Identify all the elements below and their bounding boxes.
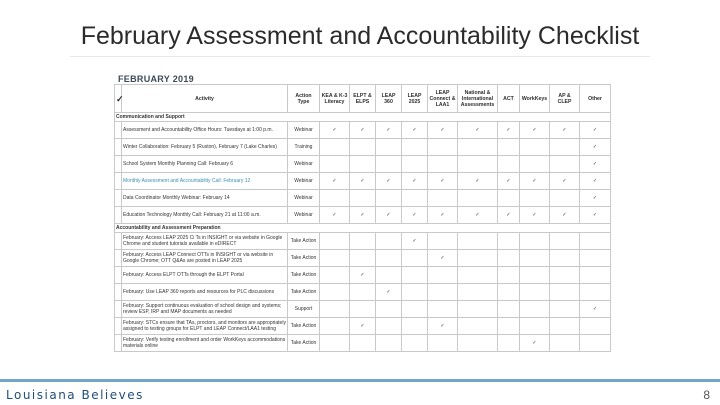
empty-cell: [428, 284, 458, 301]
empty-cell: [550, 156, 580, 173]
checkmark-icon: ✓: [580, 156, 611, 173]
column-header: LEAP 2025: [402, 85, 428, 113]
section-header-row: [115, 224, 611, 233]
empty-cell: [498, 156, 520, 173]
empty-cell: [458, 139, 498, 156]
column-header: National & International Assessments: [458, 85, 498, 113]
empty-cell: [350, 233, 376, 250]
checkmark-icon: ✓: [428, 207, 458, 224]
checkmark-icon: ✓: [580, 301, 611, 318]
table-row: [115, 284, 611, 301]
empty-cell: [550, 233, 580, 250]
checkmark-icon: ✓: [458, 173, 498, 190]
checkmark-icon: ✓: [376, 207, 402, 224]
column-header: Other: [580, 85, 611, 113]
empty-cell: [402, 301, 428, 318]
checkmark-icon: ✓: [402, 207, 428, 224]
empty-cell: [520, 301, 550, 318]
checkmark-icon: ✓: [498, 122, 520, 139]
row-marker-cell: [115, 122, 122, 139]
row-marker-cell: [115, 207, 122, 224]
checkmark-icon: ✓: [320, 207, 350, 224]
section-header-row: [115, 113, 611, 122]
activity-cell: School System Monthly Planning Call: February 6: [122, 156, 288, 173]
column-header: Action Type: [288, 85, 320, 113]
checkmark-icon: ✓: [520, 173, 550, 190]
activity-cell: February: Verify testing enrollment and order WorkKeys accommodations materials online: [122, 335, 288, 352]
column-header: LEAP 360: [376, 85, 402, 113]
empty-cell: [428, 139, 458, 156]
empty-cell: [520, 139, 550, 156]
checkmark-icon: ✓: [428, 318, 458, 335]
empty-cell: [458, 301, 498, 318]
empty-cell: [376, 318, 402, 335]
action-type-cell: Webinar: [288, 156, 320, 173]
activity-cell: February: Access ELPT OTTs through the ELPT Portal: [122, 267, 288, 284]
empty-cell: [376, 301, 402, 318]
empty-cell: [350, 190, 376, 207]
table-header-row: [115, 85, 611, 113]
checkmark-icon: ✓: [520, 335, 550, 352]
activity-cell: Assessment and Accountability Office Hours: Tuesdays at 1:00 p.m.: [122, 122, 288, 139]
empty-cell: [520, 190, 550, 207]
title-divider: [70, 56, 650, 57]
empty-cell: [550, 190, 580, 207]
checkmark-icon: ✓: [580, 139, 611, 156]
empty-cell: [458, 267, 498, 284]
empty-cell: [458, 250, 498, 267]
empty-cell: [402, 284, 428, 301]
empty-cell: [320, 139, 350, 156]
column-header: LEAP Connect & LAA1: [428, 85, 458, 113]
empty-cell: [580, 267, 611, 284]
section-title: Communication and Support: [115, 113, 611, 122]
empty-cell: [520, 267, 550, 284]
action-type-cell: Take Action: [288, 267, 320, 284]
empty-cell: [402, 250, 428, 267]
empty-cell: [498, 318, 520, 335]
empty-cell: [350, 156, 376, 173]
row-marker-cell: [115, 284, 122, 301]
footer-accent-line: [0, 379, 720, 382]
empty-cell: [320, 156, 350, 173]
empty-cell: [550, 267, 580, 284]
checkmark-icon: ✓: [550, 122, 580, 139]
page-number: 8: [703, 388, 710, 402]
activity-cell: Winter Collaboration: February 5 (Ruston), February 7 (Lake Charles): [122, 139, 288, 156]
checkmark-icon: ✓: [320, 173, 350, 190]
empty-cell: [376, 335, 402, 352]
table-row: [115, 207, 611, 224]
row-marker-cell: [115, 233, 122, 250]
empty-cell: [376, 267, 402, 284]
table-row: [115, 233, 611, 250]
empty-cell: [376, 139, 402, 156]
empty-cell: [498, 335, 520, 352]
checkmark-icon: ✓: [350, 207, 376, 224]
table-row: [115, 267, 611, 284]
action-type-cell: Take Action: [288, 335, 320, 352]
row-marker-cell: [115, 190, 122, 207]
activity-cell[interactable]: Monthly Assessment and Accountability Call: February 12: [122, 173, 288, 190]
empty-cell: [428, 233, 458, 250]
checkmark-icon: ✓: [350, 318, 376, 335]
column-header: ACT: [498, 85, 520, 113]
empty-cell: [458, 335, 498, 352]
action-type-cell: Webinar: [288, 190, 320, 207]
action-type-cell: Take Action: [288, 250, 320, 267]
row-marker-cell: [115, 250, 122, 267]
empty-cell: [320, 301, 350, 318]
empty-cell: [550, 335, 580, 352]
empty-cell: [428, 335, 458, 352]
empty-cell: [520, 284, 550, 301]
row-marker-cell: [115, 156, 122, 173]
table-row: [115, 301, 611, 318]
action-type-cell: Take Action: [288, 318, 320, 335]
empty-cell: [458, 156, 498, 173]
empty-cell: [350, 301, 376, 318]
empty-cell: [376, 190, 402, 207]
empty-cell: [402, 267, 428, 284]
empty-cell: [320, 267, 350, 284]
row-marker-cell: [115, 335, 122, 352]
empty-cell: [320, 318, 350, 335]
checklist-document: [112, 72, 612, 382]
row-marker-cell: [115, 173, 122, 190]
empty-cell: [498, 284, 520, 301]
checkmark-icon: ✓: [550, 207, 580, 224]
table-row: [115, 250, 611, 267]
row-marker-cell: [115, 139, 122, 156]
row-marker-cell: [115, 267, 122, 284]
empty-cell: [402, 318, 428, 335]
empty-cell: [458, 318, 498, 335]
empty-cell: [498, 301, 520, 318]
column-header: WorkKeys: [520, 85, 550, 113]
empty-cell: [498, 233, 520, 250]
table-row: [115, 190, 611, 207]
empty-cell: [580, 233, 611, 250]
checkmark-icon: ✓: [428, 122, 458, 139]
empty-cell: [520, 156, 550, 173]
row-marker-cell: [115, 301, 122, 318]
checkmark-icon: ✓: [376, 284, 402, 301]
empty-cell: [520, 233, 550, 250]
table-row: [115, 122, 611, 139]
empty-cell: [498, 190, 520, 207]
column-header: Activity: [122, 85, 288, 113]
checkmark-icon: ✓: [498, 173, 520, 190]
checkmark-icon: ✓: [458, 122, 498, 139]
checkmark-icon: ✓: [580, 173, 611, 190]
empty-cell: [350, 284, 376, 301]
checkmark-icon: ✓: [376, 173, 402, 190]
table-row: [115, 335, 611, 352]
action-type-cell: Take Action: [288, 284, 320, 301]
empty-cell: [376, 250, 402, 267]
activity-cell: February: Use LEAP 360 reports and resources for PLC discussions: [122, 284, 288, 301]
checkmark-icon: ✓: [376, 122, 402, 139]
checkmark-icon: ✓: [402, 233, 428, 250]
empty-cell: [550, 284, 580, 301]
empty-cell: [550, 250, 580, 267]
empty-cell: [580, 318, 611, 335]
column-header: ELPT & ELPS: [350, 85, 376, 113]
empty-cell: [428, 190, 458, 207]
empty-cell: [550, 301, 580, 318]
checkmark-icon: ✓: [402, 173, 428, 190]
empty-cell: [520, 250, 550, 267]
empty-cell: [376, 156, 402, 173]
activity-cell: Education Technology Monthly Call: February 21 at 11:00 a.m.: [122, 207, 288, 224]
action-type-cell: Webinar: [288, 173, 320, 190]
table-row: [115, 173, 611, 190]
checkmark-icon: ✓: [320, 122, 350, 139]
empty-cell: [320, 233, 350, 250]
empty-cell: [580, 284, 611, 301]
checkmark-icon: ✓: [580, 190, 611, 207]
activity-cell: Data Coordinator Monthly Webinar: February 14: [122, 190, 288, 207]
checkmark-icon: ✓: [428, 250, 458, 267]
empty-cell: [520, 318, 550, 335]
empty-cell: [428, 267, 458, 284]
table-row: [115, 139, 611, 156]
empty-cell: [350, 250, 376, 267]
empty-cell: [580, 250, 611, 267]
action-type-cell: Webinar: [288, 122, 320, 139]
empty-cell: [428, 301, 458, 318]
empty-cell: [402, 139, 428, 156]
activity-cell: February: Access LEAP 2025 Ci Ts in INSIGHT or via website in Google Chrome and student tutorials available in eDIRECT: [122, 233, 288, 250]
checklist-table: [114, 84, 611, 352]
empty-cell: [320, 335, 350, 352]
empty-cell: [458, 284, 498, 301]
empty-cell: [498, 139, 520, 156]
checkmark-icon: ✓: [458, 207, 498, 224]
empty-cell: [402, 156, 428, 173]
empty-cell: [498, 250, 520, 267]
checkmark-icon: ✓: [428, 173, 458, 190]
empty-cell: [550, 139, 580, 156]
document-month-heading: FEBRUARY 2019: [118, 74, 194, 84]
header-check-icon: ✓: [115, 85, 122, 113]
checkmark-icon: ✓: [402, 122, 428, 139]
checkmark-icon: ✓: [580, 122, 611, 139]
activity-cell: February: Access LEAP Connect OTTs in INSIGHT or via website in Google Chrome; OTT Q&As are posted in LEAP 2025: [122, 250, 288, 267]
checkmark-icon: ✓: [550, 173, 580, 190]
checkmark-icon: ✓: [580, 207, 611, 224]
checkmark-icon: ✓: [350, 122, 376, 139]
empty-cell: [350, 335, 376, 352]
empty-cell: [458, 190, 498, 207]
checkmark-icon: ✓: [350, 267, 376, 284]
action-type-cell: Training: [288, 139, 320, 156]
empty-cell: [320, 190, 350, 207]
action-type-cell: Support: [288, 301, 320, 318]
section-title: Accountability and Assessment Preparation: [115, 224, 611, 233]
empty-cell: [458, 233, 498, 250]
empty-cell: [350, 139, 376, 156]
empty-cell: [320, 284, 350, 301]
column-header: KEA & K-3 Literacy: [320, 85, 350, 113]
empty-cell: [498, 267, 520, 284]
slide-title: February Assessment and Accountability Checklist: [80, 22, 640, 50]
table-row: [115, 318, 611, 335]
action-type-cell: Take Action: [288, 233, 320, 250]
empty-cell: [550, 318, 580, 335]
checkmark-icon: ✓: [520, 207, 550, 224]
table-row: [115, 156, 611, 173]
empty-cell: [320, 250, 350, 267]
action-type-cell: Webinar: [288, 207, 320, 224]
empty-cell: [580, 335, 611, 352]
row-marker-cell: [115, 318, 122, 335]
empty-cell: [402, 335, 428, 352]
checkmark-icon: ✓: [498, 207, 520, 224]
activity-cell: February: Support continuous evaluation of school design and systems; review ESP, IRP and MAP documents as needed: [122, 301, 288, 318]
empty-cell: [376, 233, 402, 250]
checkmark-icon: ✓: [520, 122, 550, 139]
checkmark-icon: ✓: [350, 173, 376, 190]
empty-cell: [402, 190, 428, 207]
column-header: AP & CLEP: [550, 85, 580, 113]
brand-logo-text: Louisiana Believes: [6, 388, 144, 402]
empty-cell: [428, 156, 458, 173]
activity-cell: February: STCs ensure that TAs, proctors, and monitors are appropriately assigned to testing groups for ELPT and LEAP Connect/LAA1 testing: [122, 318, 288, 335]
